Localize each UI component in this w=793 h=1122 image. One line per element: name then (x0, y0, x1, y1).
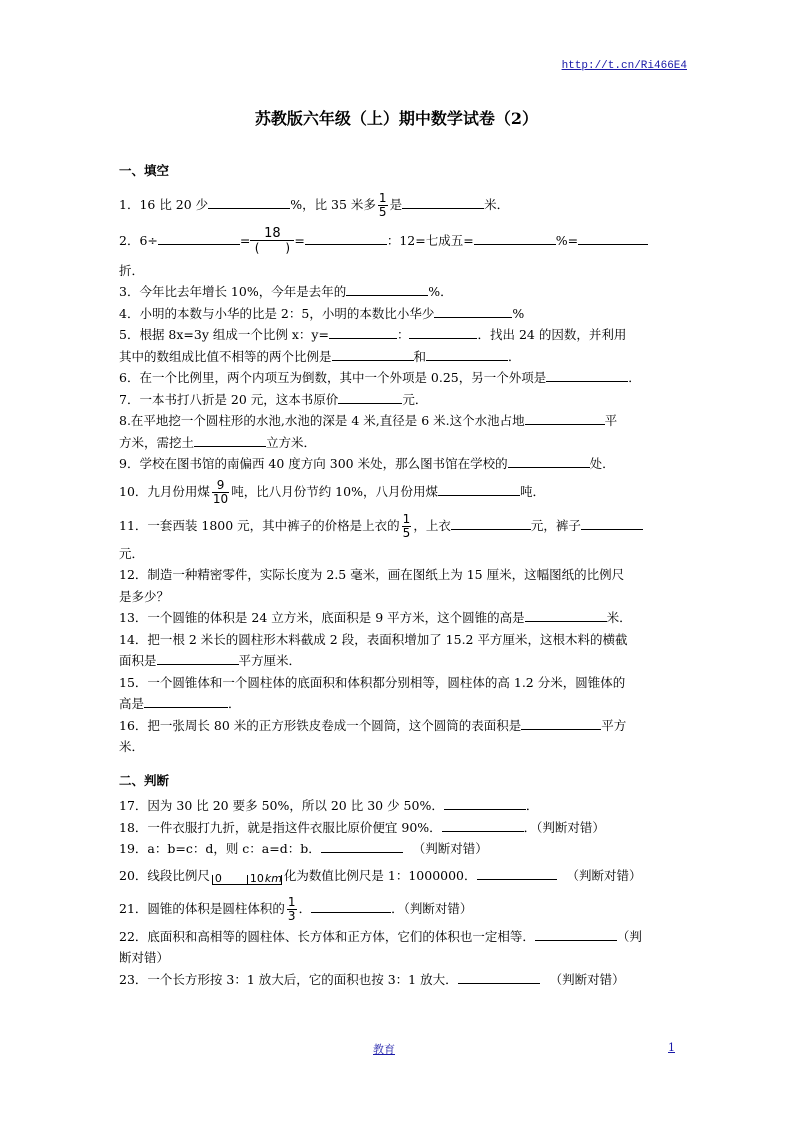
line-scale-ruler: 0 10 km (212, 863, 282, 889)
answer-blank[interactable] (451, 515, 531, 530)
question-22-cont: 断对错） (119, 950, 170, 965)
answer-blank[interactable] (329, 324, 397, 339)
question-20: 20．线段比例尺 0 10 km 化为数值比例尺是 1：1000000． （判断对错） (119, 860, 675, 892)
question-19: 19．a：b=c：d，则 c：a=d：b． （判断对错） (119, 838, 675, 860)
question-8: 8.在平地挖一个圆柱形的水池,水池的深是 4 米,直径是 6 米.这个水池占地 平 (119, 410, 675, 432)
question-12-cont: 是多少？ (119, 588, 170, 604)
answer-blank[interactable] (157, 650, 239, 665)
answer-blank[interactable] (434, 303, 512, 318)
question-18: 18．一件衣服打九折，就是指这件衣服比原价便宜 90%． ．（判断对错） (119, 817, 675, 839)
question-8-cont: 方米，需挖土 立方米． (119, 432, 675, 454)
header-link[interactable]: http://t.cn/Ri466E4 (561, 60, 687, 72)
question-7: 7．一本书打八折是 20 元，这本书原价 元． (119, 389, 675, 411)
page-title: 苏教版六年级（上）期中数学试卷（2） (254, 109, 539, 128)
question-11-cont: 元． (119, 545, 145, 561)
section-judge-heading: 二、判断 (119, 772, 170, 788)
question-15-cont: 高是 ． (119, 693, 675, 715)
question-16-cont: 米． (119, 739, 145, 754)
section-fill-heading: 一、填空 (119, 163, 170, 178)
question-17: 17．因为 30 比 20 要多 50%，所以 20 比 30 少 50%． ． (119, 795, 675, 817)
fraction: $\frac{1}{5}$ (378, 190, 387, 219)
question-4: 4．小明的本数与小华的比是 2：5，小明的本数比小华少 % (119, 303, 675, 325)
answer-blank[interactable] (578, 230, 648, 245)
answer-blank[interactable] (581, 515, 643, 530)
answer-blank[interactable] (305, 230, 387, 245)
question-1: 1．16 比 20 少 %，比 35 米多 $\frac{1}{5}$ 是 米． (119, 190, 510, 219)
question-6: 6．在一个比例里，两个内项互为倒数，其中一个外项是 0.25，另一个外项是 ． (119, 367, 675, 389)
answer-blank[interactable] (438, 481, 520, 496)
question-11: 11．一套西装 1800 元，其中裤子的价格是上衣的 $\frac{1}{5}$ ，上衣 元，裤子 (119, 509, 675, 543)
question-5: 5．根据 8x=3y 组成一个比例 x：y= ： ．找出 24 的因数，并利用 (119, 324, 675, 346)
answer-blank[interactable] (525, 410, 605, 425)
question-content (119, 160, 675, 990)
answer-blank[interactable] (346, 281, 428, 296)
question-3: 3．今年比去年增长 10%，今年是去年的 %． (119, 281, 675, 303)
fraction: $\frac{9}{10}$ (212, 477, 229, 506)
answer-blank[interactable] (458, 969, 540, 984)
question-10: 10．九月份用煤 $\frac{9}{10}$ 吨，比八月份节约 10%，八月份用煤 吨． (119, 477, 545, 506)
answer-blank[interactable] (535, 926, 617, 941)
page-number: 1 (668, 1041, 675, 1054)
answer-blank[interactable] (474, 230, 556, 245)
answer-blank[interactable] (311, 898, 391, 913)
question-12: 12．制造一种精密零件，实际长度为 2.5 毫米，画在图纸上为 15 厘米，这幅图纸的比例尺 (119, 567, 625, 582)
question-5-cont: 其中的数组成比值不相等的两个比例是 和 ． (119, 346, 675, 368)
answer-blank[interactable] (444, 795, 526, 810)
answer-blank[interactable] (521, 715, 601, 730)
answer-blank[interactable] (194, 432, 266, 447)
question-2: 2．6÷ = 18 ( ) = ：12=七成五= %= (119, 222, 675, 260)
question-13: 13．一个圆锥的体积是 24 立方米，底面积是 9 平方米，这个圆锥的高是 米． (119, 607, 675, 629)
question-2-cont: 折． (119, 262, 145, 278)
question-15: 15．一个圆锥体和一个圆柱体的底面积和体积都分别相等，圆柱体的高 1.2 分米，圆锥体的 (119, 674, 626, 690)
answer-blank[interactable] (338, 389, 402, 404)
answer-blank[interactable] (442, 817, 524, 832)
answer-blank[interactable] (321, 838, 403, 853)
question-16: 16．把一张周长 80 米的正方形铁皮卷成一个圆筒，这个圆筒的表面积是 平方 (119, 715, 675, 737)
answer-blank[interactable] (402, 194, 484, 209)
answer-blank[interactable] (508, 453, 590, 468)
question-21: 21．圆锥的体积是圆柱体积的 $\frac{1}{3}$ ． ．（判断对错） (119, 894, 473, 923)
question-9: 9．学校在图书馆的南偏西 40 度方向 300 米处，那么图书馆在学校的 处． (119, 453, 675, 475)
fraction: $\frac{1}{3}$ (287, 894, 296, 923)
answer-blank[interactable] (208, 194, 290, 209)
answer-blank[interactable] (477, 865, 557, 880)
answer-blank[interactable] (144, 693, 228, 708)
answer-blank[interactable] (158, 230, 240, 245)
question-23: 23．一个长方形按 3：1 放大后，它的面积也按 3：1 放大． （判断对错） (119, 969, 675, 991)
answer-blank[interactable] (426, 346, 508, 361)
question-14: 14．把一根 2 米长的圆柱形木料截成 2 段，表面积增加了 15.2 平方厘米，这根木料的横截 (119, 631, 628, 647)
answer-blank[interactable] (332, 346, 414, 361)
fraction: $\frac{1}{5}$ (402, 511, 411, 540)
answer-blank[interactable] (546, 367, 628, 382)
answer-blank[interactable] (409, 324, 477, 339)
question-22: 22．底面积和高相等的圆柱体、长方体和正方体，它们的体积也一定相等． （判 (119, 926, 675, 948)
footer-link[interactable]: 教育 (373, 1043, 395, 1056)
question-14-cont: 面积是 平方厘米． (119, 650, 675, 672)
paren-fraction: 18 ( ) (250, 227, 294, 255)
answer-blank[interactable] (525, 607, 607, 622)
